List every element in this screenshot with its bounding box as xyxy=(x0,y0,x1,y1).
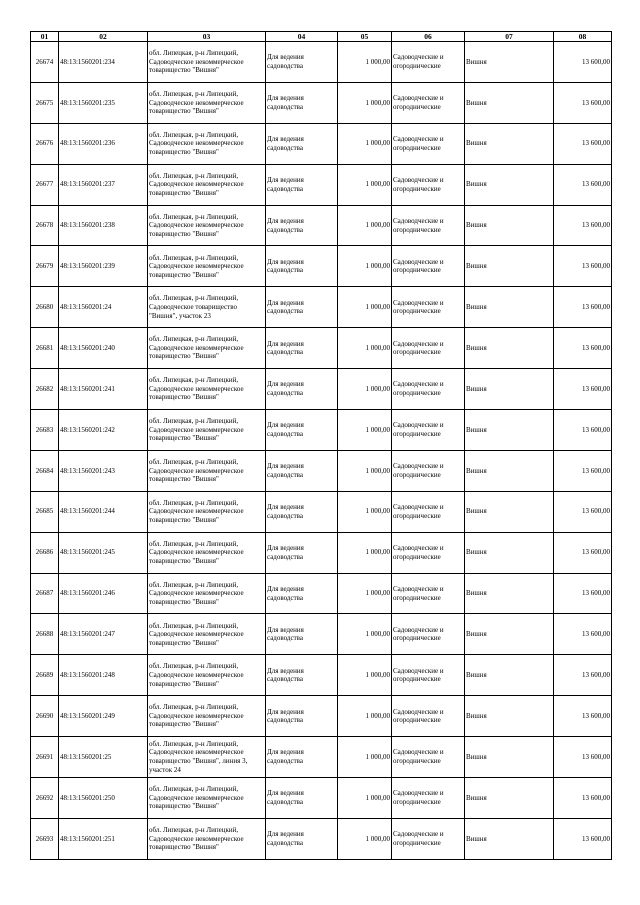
cadastral-number-cell: 48:13:1560201:250 xyxy=(59,778,148,819)
permitted-use-cell: Для ведения садоводства xyxy=(266,410,338,451)
cadastral-number-cell: 48:13:1560201:245 xyxy=(59,532,148,573)
cadastral-number-cell: 48:13:1560201:235 xyxy=(59,82,148,123)
cadastral-number-cell: 48:13:1560201:25 xyxy=(59,737,148,778)
settlement-cell: Вишня xyxy=(465,532,554,573)
category-cell: Садоводческие и огороднические xyxy=(392,287,465,328)
category-cell: Садоводческие и огороднические xyxy=(392,818,465,859)
area-cell: 1 000,00 xyxy=(338,696,392,737)
area-cell: 1 000,00 xyxy=(338,205,392,246)
row-number-cell: 26688 xyxy=(31,614,59,655)
table-row xyxy=(31,573,612,614)
address-cell: обл. Липецкая, р-н Липецкий, Садоводческое некоммерческое товарищество "Вишня" xyxy=(148,778,266,819)
settlement-cell: Вишня xyxy=(465,614,554,655)
row-number-cell: 26683 xyxy=(31,410,59,451)
settlement-cell: Вишня xyxy=(465,287,554,328)
category-cell: Садоводческие и огороднические xyxy=(392,410,465,451)
cadastral-number-cell: 48:13:1560201:238 xyxy=(59,205,148,246)
column-header: 05 xyxy=(338,32,392,42)
cadastral-value-cell: 13 600,00 xyxy=(554,737,612,778)
row-number-cell: 26675 xyxy=(31,82,59,123)
settlement-cell: Вишня xyxy=(465,696,554,737)
permitted-use-cell: Для ведения садоводства xyxy=(266,778,338,819)
column-header: 06 xyxy=(392,32,465,42)
cadastral-value-cell: 13 600,00 xyxy=(554,287,612,328)
row-number-cell: 26692 xyxy=(31,778,59,819)
row-number-cell: 26676 xyxy=(31,123,59,164)
area-cell: 1 000,00 xyxy=(338,655,392,696)
address-cell: обл. Липецкая, р-н Липецкий, Садоводческое товарищество "Вишня", участок 23 xyxy=(148,287,266,328)
cadastral-value-cell: 13 600,00 xyxy=(554,614,612,655)
cadastral-value-cell: 13 600,00 xyxy=(554,246,612,287)
category-cell: Садоводческие и огороднические xyxy=(392,369,465,410)
area-cell: 1 000,00 xyxy=(338,164,392,205)
address-cell: обл. Липецкая, р-н Липецкий, Садоводческое некоммерческое товарищество "Вишня" xyxy=(148,491,266,532)
permitted-use-cell: Для ведения садоводства xyxy=(266,818,338,859)
settlement-cell: Вишня xyxy=(465,246,554,287)
row-number-cell: 26677 xyxy=(31,164,59,205)
permitted-use-cell: Для ведения садоводства xyxy=(266,491,338,532)
land-plot-table xyxy=(30,31,612,860)
table-row xyxy=(31,42,612,83)
table-row xyxy=(31,410,612,451)
column-header: 01 xyxy=(31,32,59,42)
row-number-cell: 26680 xyxy=(31,287,59,328)
settlement-cell: Вишня xyxy=(465,737,554,778)
row-number-cell: 26689 xyxy=(31,655,59,696)
category-cell: Садоводческие и огороднические xyxy=(392,532,465,573)
category-cell: Садоводческие и огороднические xyxy=(392,82,465,123)
table-row xyxy=(31,737,612,778)
table-row xyxy=(31,205,612,246)
settlement-cell: Вишня xyxy=(465,205,554,246)
permitted-use-cell: Для ведения садоводства xyxy=(266,737,338,778)
address-cell: обл. Липецкая, р-н Липецкий, Садоводческое некоммерческое товарищество "Вишня" xyxy=(148,328,266,369)
cadastral-value-cell: 13 600,00 xyxy=(554,573,612,614)
permitted-use-cell: Для ведения садоводства xyxy=(266,42,338,83)
table-row xyxy=(31,369,612,410)
permitted-use-cell: Для ведения садоводства xyxy=(266,328,338,369)
cadastral-number-cell: 48:13:1560201:248 xyxy=(59,655,148,696)
cadastral-number-cell: 48:13:1560201:237 xyxy=(59,164,148,205)
cadastral-number-cell: 48:13:1560201:249 xyxy=(59,696,148,737)
row-number-cell: 26684 xyxy=(31,450,59,491)
cadastral-value-cell: 13 600,00 xyxy=(554,450,612,491)
area-cell: 1 000,00 xyxy=(338,410,392,451)
row-number-cell: 26686 xyxy=(31,532,59,573)
category-cell: Садоводческие и огороднические xyxy=(392,328,465,369)
table-row xyxy=(31,123,612,164)
row-number-cell: 26682 xyxy=(31,369,59,410)
address-cell: обл. Липецкая, р-н Липецкий, Садоводческое некоммерческое товарищество "Вишня" xyxy=(148,205,266,246)
permitted-use-cell: Для ведения садоводства xyxy=(266,246,338,287)
settlement-cell: Вишня xyxy=(465,42,554,83)
cadastral-value-cell: 13 600,00 xyxy=(554,164,612,205)
table-row xyxy=(31,246,612,287)
category-cell: Садоводческие и огороднические xyxy=(392,246,465,287)
area-cell: 1 000,00 xyxy=(338,778,392,819)
category-cell: Садоводческие и огороднические xyxy=(392,42,465,83)
permitted-use-cell: Для ведения садоводства xyxy=(266,287,338,328)
address-cell: обл. Липецкая, р-н Липецкий, Садоводческое некоммерческое товарищество "Вишня" xyxy=(148,450,266,491)
cadastral-value-cell: 13 600,00 xyxy=(554,818,612,859)
category-cell: Садоводческие и огороднические xyxy=(392,491,465,532)
area-cell: 1 000,00 xyxy=(338,369,392,410)
area-cell: 1 000,00 xyxy=(338,287,392,328)
table-row xyxy=(31,778,612,819)
table-row xyxy=(31,696,612,737)
area-cell: 1 000,00 xyxy=(338,491,392,532)
settlement-cell: Вишня xyxy=(465,410,554,451)
category-cell: Садоводческие и огороднические xyxy=(392,450,465,491)
address-cell: обл. Липецкая, р-н Липецкий, Садоводческое некоммерческое товарищество "Вишня" xyxy=(148,573,266,614)
address-cell: обл. Липецкая, р-н Липецкий, Садоводческое некоммерческое товарищество "Вишня" xyxy=(148,655,266,696)
area-cell: 1 000,00 xyxy=(338,328,392,369)
area-cell: 1 000,00 xyxy=(338,123,392,164)
settlement-cell: Вишня xyxy=(465,369,554,410)
cadastral-number-cell: 48:13:1560201:236 xyxy=(59,123,148,164)
address-cell: обл. Липецкая, р-н Липецкий, Садоводческое некоммерческое товарищество "Вишня", линия 3, участок 24 xyxy=(148,737,266,778)
area-cell: 1 000,00 xyxy=(338,573,392,614)
cadastral-number-cell: 48:13:1560201:244 xyxy=(59,491,148,532)
cadastral-value-cell: 13 600,00 xyxy=(554,532,612,573)
category-cell: Садоводческие и огороднические xyxy=(392,737,465,778)
category-cell: Садоводческие и огороднические xyxy=(392,614,465,655)
cadastral-value-cell: 13 600,00 xyxy=(554,491,612,532)
column-header: 04 xyxy=(266,32,338,42)
permitted-use-cell: Для ведения садоводства xyxy=(266,696,338,737)
permitted-use-cell: Для ведения садоводства xyxy=(266,532,338,573)
address-cell: обл. Липецкая, р-н Липецкий, Садоводческое некоммерческое товарищество "Вишня" xyxy=(148,614,266,655)
area-cell: 1 000,00 xyxy=(338,532,392,573)
permitted-use-cell: Для ведения садоводства xyxy=(266,614,338,655)
address-cell: обл. Липецкая, р-н Липецкий, Садоводческое некоммерческое товарищество "Вишня" xyxy=(148,123,266,164)
category-cell: Садоводческие и огороднические xyxy=(392,573,465,614)
area-cell: 1 000,00 xyxy=(338,737,392,778)
table-row xyxy=(31,328,612,369)
address-cell: обл. Липецкая, р-н Липецкий, Садоводческое некоммерческое товарищество "Вишня" xyxy=(148,42,266,83)
permitted-use-cell: Для ведения садоводства xyxy=(266,123,338,164)
row-number-cell: 26690 xyxy=(31,696,59,737)
row-number-cell: 26681 xyxy=(31,328,59,369)
cadastral-number-cell: 48:13:1560201:240 xyxy=(59,328,148,369)
cadastral-value-cell: 13 600,00 xyxy=(554,696,612,737)
address-cell: обл. Липецкая, р-н Липецкий, Садоводческое некоммерческое товарищество "Вишня" xyxy=(148,818,266,859)
permitted-use-cell: Для ведения садоводства xyxy=(266,450,338,491)
area-cell: 1 000,00 xyxy=(338,450,392,491)
settlement-cell: Вишня xyxy=(465,164,554,205)
category-cell: Садоводческие и огороднические xyxy=(392,205,465,246)
settlement-cell: Вишня xyxy=(465,778,554,819)
cadastral-number-cell: 48:13:1560201:239 xyxy=(59,246,148,287)
cadastral-value-cell: 13 600,00 xyxy=(554,328,612,369)
row-number-cell: 26693 xyxy=(31,818,59,859)
column-header: 03 xyxy=(148,32,266,42)
address-cell: обл. Липецкая, р-н Липецкий, Садоводческое некоммерческое товарищество "Вишня" xyxy=(148,369,266,410)
category-cell: Садоводческие и огороднические xyxy=(392,655,465,696)
table-row xyxy=(31,164,612,205)
cadastral-number-cell: 48:13:1560201:234 xyxy=(59,42,148,83)
cadastral-number-cell: 48:13:1560201:241 xyxy=(59,369,148,410)
row-number-cell: 26678 xyxy=(31,205,59,246)
settlement-cell: Вишня xyxy=(465,328,554,369)
permitted-use-cell: Для ведения садоводства xyxy=(266,655,338,696)
cadastral-value-cell: 13 600,00 xyxy=(554,778,612,819)
column-header: 08 xyxy=(554,32,612,42)
permitted-use-cell: Для ведения садоводства xyxy=(266,205,338,246)
area-cell: 1 000,00 xyxy=(338,614,392,655)
permitted-use-cell: Для ведения садоводства xyxy=(266,82,338,123)
cadastral-value-cell: 13 600,00 xyxy=(554,123,612,164)
cadastral-number-cell: 48:13:1560201:247 xyxy=(59,614,148,655)
address-cell: обл. Липецкая, р-н Липецкий, Садоводческое некоммерческое товарищество "Вишня" xyxy=(148,532,266,573)
area-cell: 1 000,00 xyxy=(338,246,392,287)
cadastral-value-cell: 13 600,00 xyxy=(554,655,612,696)
settlement-cell: Вишня xyxy=(465,123,554,164)
address-cell: обл. Липецкая, р-н Липецкий, Садоводческое некоммерческое товарищество "Вишня" xyxy=(148,410,266,451)
table-row xyxy=(31,491,612,532)
row-number-cell: 26679 xyxy=(31,246,59,287)
cadastral-value-cell: 13 600,00 xyxy=(554,42,612,83)
address-cell: обл. Липецкая, р-н Липецкий, Садоводческое некоммерческое товарищество "Вишня" xyxy=(148,696,266,737)
area-cell: 1 000,00 xyxy=(338,42,392,83)
address-cell: обл. Липецкая, р-н Липецкий, Садоводческое некоммерческое товарищество "Вишня" xyxy=(148,246,266,287)
row-number-cell: 26687 xyxy=(31,573,59,614)
cadastral-number-cell: 48:13:1560201:242 xyxy=(59,410,148,451)
address-cell: обл. Липецкая, р-н Липецкий, Садоводческое некоммерческое товарищество "Вишня" xyxy=(148,164,266,205)
table-row xyxy=(31,82,612,123)
table-row xyxy=(31,450,612,491)
settlement-cell: Вишня xyxy=(465,818,554,859)
row-number-cell: 26691 xyxy=(31,737,59,778)
cadastral-value-cell: 13 600,00 xyxy=(554,205,612,246)
settlement-cell: Вишня xyxy=(465,82,554,123)
table-row xyxy=(31,532,612,573)
row-number-cell: 26685 xyxy=(31,491,59,532)
settlement-cell: Вишня xyxy=(465,450,554,491)
settlement-cell: Вишня xyxy=(465,573,554,614)
cadastral-number-cell: 48:13:1560201:24 xyxy=(59,287,148,328)
column-header: 02 xyxy=(59,32,148,42)
category-cell: Садоводческие и огороднические xyxy=(392,696,465,737)
settlement-cell: Вишня xyxy=(465,491,554,532)
address-cell: обл. Липецкая, р-н Липецкий, Садоводческое некоммерческое товарищество "Вишня" xyxy=(148,82,266,123)
category-cell: Садоводческие и огороднические xyxy=(392,164,465,205)
table-row xyxy=(31,614,612,655)
table-row xyxy=(31,287,612,328)
cadastral-value-cell: 13 600,00 xyxy=(554,369,612,410)
cadastral-value-cell: 13 600,00 xyxy=(554,82,612,123)
permitted-use-cell: Для ведения садоводства xyxy=(266,164,338,205)
area-cell: 1 000,00 xyxy=(338,82,392,123)
table-row xyxy=(31,655,612,696)
permitted-use-cell: Для ведения садоводства xyxy=(266,369,338,410)
permitted-use-cell: Для ведения садоводства xyxy=(266,573,338,614)
table-row xyxy=(31,818,612,859)
area-cell: 1 000,00 xyxy=(338,818,392,859)
table-body xyxy=(31,42,612,860)
settlement-cell: Вишня xyxy=(465,655,554,696)
cadastral-number-cell: 48:13:1560201:246 xyxy=(59,573,148,614)
cadastral-number-cell: 48:13:1560201:243 xyxy=(59,450,148,491)
column-header: 07 xyxy=(465,32,554,42)
cadastral-number-cell: 48:13:1560201:251 xyxy=(59,818,148,859)
category-cell: Садоводческие и огороднические xyxy=(392,778,465,819)
table-header-row xyxy=(31,32,612,42)
category-cell: Садоводческие и огороднические xyxy=(392,123,465,164)
row-number-cell: 26674 xyxy=(31,42,59,83)
cadastral-value-cell: 13 600,00 xyxy=(554,410,612,451)
